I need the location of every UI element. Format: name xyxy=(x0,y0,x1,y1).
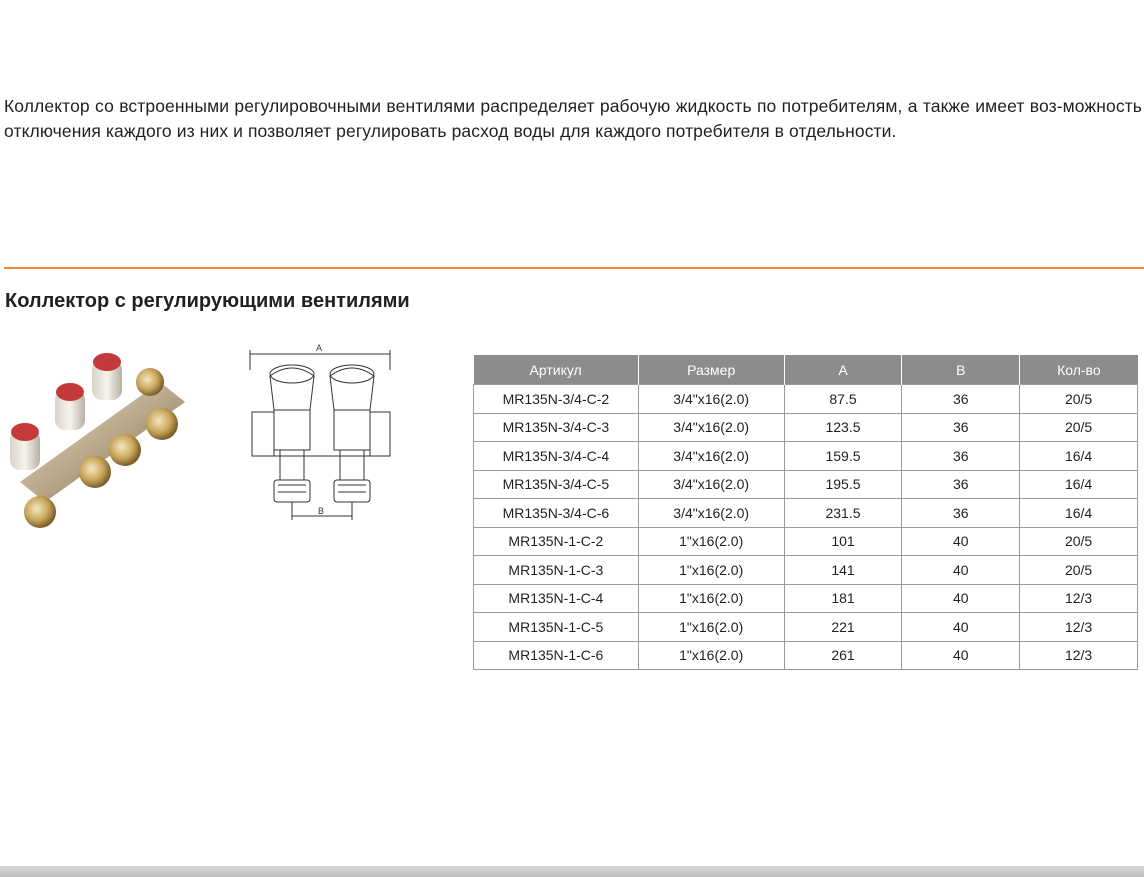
section-title: Коллектор с регулирующими вентилями xyxy=(5,290,410,312)
table-row xyxy=(474,385,1138,414)
cell-b: 40 xyxy=(902,584,1020,613)
cell-b: 36 xyxy=(902,499,1020,528)
header-quantity: Кол-во xyxy=(1020,355,1138,385)
cell-size: 3/4"x16(2.0) xyxy=(638,442,784,471)
bottom-edge-bar xyxy=(0,866,1144,877)
table-row xyxy=(474,584,1138,613)
product-photo xyxy=(0,342,200,542)
cell-article: MR135N-3/4-C-3 xyxy=(474,413,639,442)
cell-size: 3/4"x16(2.0) xyxy=(638,413,784,442)
cell-quantity: 20/5 xyxy=(1020,527,1138,556)
cell-size: 1"x16(2.0) xyxy=(638,584,784,613)
cell-quantity: 20/5 xyxy=(1020,413,1138,442)
cell-a: 87.5 xyxy=(784,385,902,414)
table-row xyxy=(474,499,1138,528)
cell-a: 101 xyxy=(784,527,902,556)
cell-size: 1"x16(2.0) xyxy=(638,527,784,556)
cell-size: 3/4"x16(2.0) xyxy=(638,499,784,528)
cell-b: 36 xyxy=(902,442,1020,471)
cell-quantity: 16/4 xyxy=(1020,442,1138,471)
cell-article: MR135N-1-C-2 xyxy=(474,527,639,556)
technical-drawing xyxy=(238,340,406,524)
header-article: Артикул xyxy=(474,355,639,385)
dimension-a-label: A xyxy=(316,343,323,353)
header-a: A xyxy=(784,355,902,385)
cell-a: 141 xyxy=(784,556,902,585)
cell-a: 231.5 xyxy=(784,499,902,528)
table-row xyxy=(474,613,1138,642)
cell-quantity: 12/3 xyxy=(1020,641,1138,670)
header-b: B xyxy=(902,355,1020,385)
cell-size: 1"x16(2.0) xyxy=(638,641,784,670)
cell-article: MR135N-3/4-C-4 xyxy=(474,442,639,471)
cell-article: MR135N-3/4-C-6 xyxy=(474,499,639,528)
cell-article: MR135N-3/4-C-2 xyxy=(474,385,639,414)
cell-b: 36 xyxy=(902,413,1020,442)
cell-b: 40 xyxy=(902,527,1020,556)
cell-quantity: 20/5 xyxy=(1020,385,1138,414)
header-size: Размер xyxy=(638,355,784,385)
table-row xyxy=(474,527,1138,556)
intro-paragraph: Коллектор со встроенными регулировочными вентилями распределяет рабочую жидкость по потребителям, а также имеет воз-можность отключения каждого из них и позволяет регулировать расход воды для каждого потребителя в отдельности. xyxy=(4,96,1142,141)
cell-a: 159.5 xyxy=(784,442,902,471)
cell-quantity: 12/3 xyxy=(1020,613,1138,642)
table-row xyxy=(474,641,1138,670)
cell-article: MR135N-1-C-3 xyxy=(474,556,639,585)
table-row xyxy=(474,413,1138,442)
cell-b: 40 xyxy=(902,613,1020,642)
cell-quantity: 20/5 xyxy=(1020,556,1138,585)
cell-size: 3/4"x16(2.0) xyxy=(638,470,784,499)
cell-size: 3/4"x16(2.0) xyxy=(638,385,784,414)
section-divider xyxy=(4,267,1144,269)
table-body xyxy=(474,385,1138,670)
cell-quantity: 16/4 xyxy=(1020,499,1138,528)
cell-article: MR135N-1-C-6 xyxy=(474,641,639,670)
cell-b: 40 xyxy=(902,556,1020,585)
cell-a: 195.5 xyxy=(784,470,902,499)
cell-article: MR135N-1-C-4 xyxy=(474,584,639,613)
cell-a: 123.5 xyxy=(784,413,902,442)
dimension-b-label: B xyxy=(318,506,325,516)
cell-a: 261 xyxy=(784,641,902,670)
table-row xyxy=(474,470,1138,499)
table-header-row xyxy=(474,355,1138,385)
cell-a: 221 xyxy=(784,613,902,642)
cell-article: MR135N-1-C-5 xyxy=(474,613,639,642)
cell-size: 1"x16(2.0) xyxy=(638,613,784,642)
cell-quantity: 12/3 xyxy=(1020,584,1138,613)
cell-article: MR135N-3/4-C-5 xyxy=(474,470,639,499)
specification-table xyxy=(473,355,1138,670)
cell-size: 1"x16(2.0) xyxy=(638,556,784,585)
cell-b: 36 xyxy=(902,385,1020,414)
cell-b: 36 xyxy=(902,470,1020,499)
cell-b: 40 xyxy=(902,641,1020,670)
cell-quantity: 16/4 xyxy=(1020,470,1138,499)
table-row xyxy=(474,556,1138,585)
cell-a: 181 xyxy=(784,584,902,613)
table-row xyxy=(474,442,1138,471)
